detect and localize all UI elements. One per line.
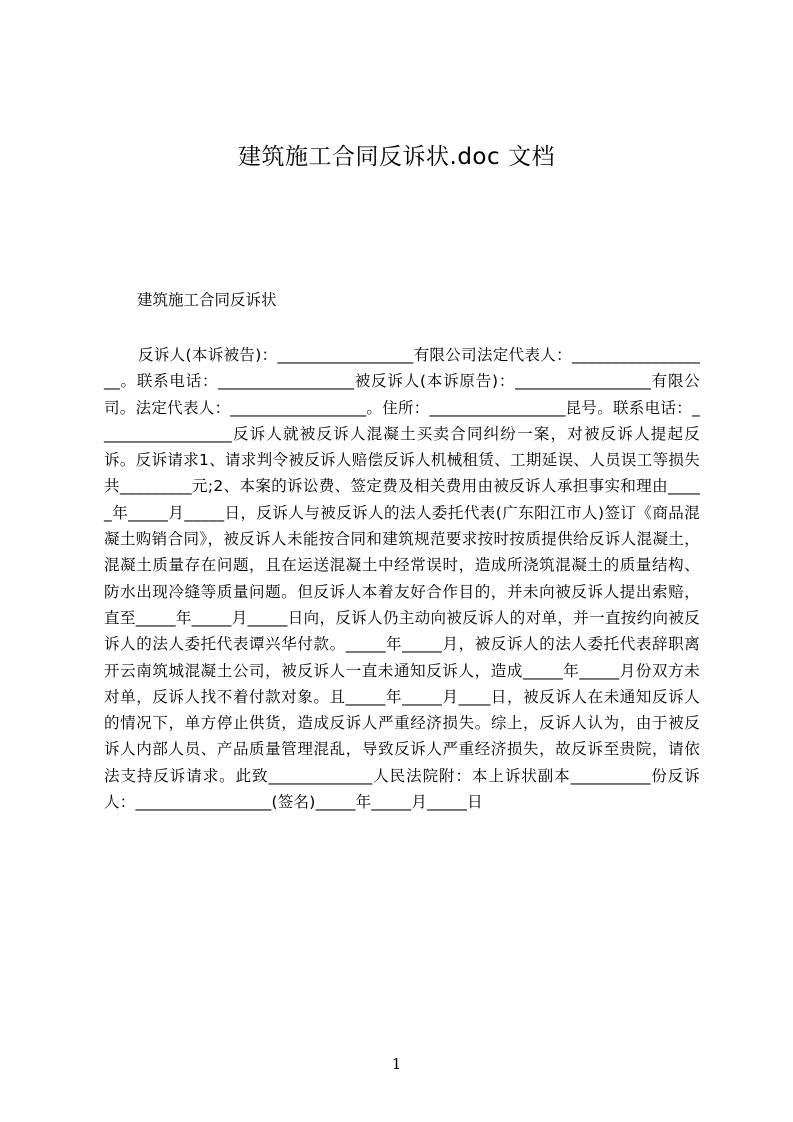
document-title: 建筑施工合同反诉状.doc 文档 (238, 144, 555, 170)
page-number: 1 (391, 1055, 402, 1073)
document-subtitle: 建筑施工合同反诉状 (137, 291, 277, 309)
document-body-paragraph: 反诉人(本诉被告)：_________________有限公司法定代表人：__________________。联系电话：_________________被反诉人(本诉原告)：_________________有限公司。法定代表人：_________________。住所：_________________昆号。联系电话：_________________反诉人就被反诉人混凝土买卖合同纠纷一案，对被反诉人提起反诉。反诉请求1、请求判令被反诉人赔偿反诉人机械租赁、工期延误、人员误工等损失共_________元;2、本案的诉讼费、签定费及相关费用由被反诉人承担事实和理由_____年_____月_____日，反诉人与被反诉人的法人委托代表(广东阳江市人)签订《商品混凝土购销合同》，被反诉人未能按合同和建筑规范要求按时按质提供给反诉人混凝土，混凝土质量存在问题，且在运送混凝土中经常误时，造成所浇筑混凝土的质量结构、防水出现冷缝等质量问题。但反诉人本着友好合作目的，并未向被反诉人提出索赔，直至_____年_____月_____日向，反诉人仍主动向被反诉人的对单，并一直按约向被反诉人的法人委托代表谭兴华付款。_____年_____月，被反诉人的法人委托代表辞职离开云南筑城混凝土公司，被反诉人一直未通知反诉人，造成_____年_____月份双方未对单，反诉人找不着付款对象。且_____年_____月____日，被反诉人在未通知反诉人的情况下，单方停止供货，造成反诉人严重经济损失。综上，反诉人认为，由于被反诉人内部人员、产品质量管理混乱，导致反诉人严重经济损失，故反诉至贵院，请依法支持反诉请求。此致_____________人民法院附：本上诉状副本__________份反诉人：_________________(签名)_____年_____月_____日 (104, 346, 700, 812)
